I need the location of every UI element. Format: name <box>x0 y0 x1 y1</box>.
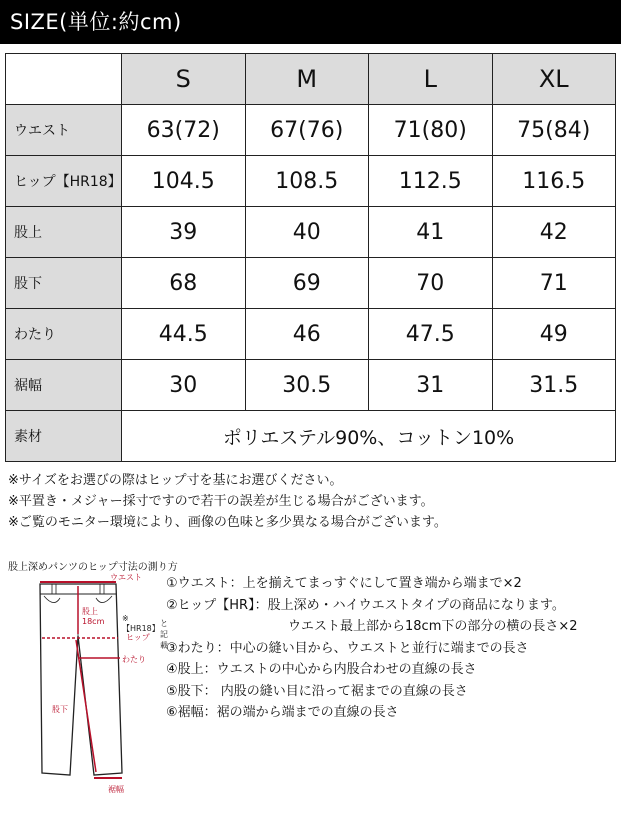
table-cell: 108.5 <box>245 156 369 207</box>
table-cell: 112.5 <box>369 156 493 207</box>
table-cell: 46 <box>245 309 369 360</box>
table-cell: 71(80) <box>369 105 493 156</box>
note-line: ※サイズをお選びの際はヒップ寸を基にお選びください。 <box>8 473 343 488</box>
table-cell: 31.5 <box>492 360 616 411</box>
pants-diagram <box>8 568 168 808</box>
table-row-material <box>6 411 616 462</box>
label-hr-note2: と記載 <box>160 619 168 650</box>
table-cell: 68 <box>122 258 246 309</box>
size-header-row <box>6 54 616 105</box>
size-header-xl: XL <box>492 54 616 105</box>
legend-item: ウエスト最上部から18cm下の部分の横の長さ×2 <box>288 619 578 634</box>
label-thigh: わたり <box>122 655 146 664</box>
table-cell: 63(72) <box>122 105 246 156</box>
table-corner-cell <box>6 54 122 105</box>
size-header-l: L <box>369 54 493 105</box>
table-cell: 42 <box>492 207 616 258</box>
notes <box>8 470 447 533</box>
diagram-title: 股上深めパンツのヒップ寸法の測り方 <box>8 562 178 573</box>
row-label: 裾幅 <box>6 360 122 411</box>
table-row-thigh <box>6 309 616 360</box>
table-cell: 44.5 <box>122 309 246 360</box>
table-cell: 30 <box>122 360 246 411</box>
label-inseam: 股下 <box>52 705 68 714</box>
size-header-s: S <box>122 54 246 105</box>
table-cell: 39 <box>122 207 246 258</box>
row-label: ヒップ【HR18】 <box>6 156 122 207</box>
table-cell: 69 <box>245 258 369 309</box>
legend-item: ④股上：ウエストの中心から内股合わせの直線の長さ <box>166 662 477 677</box>
table-row-hip <box>6 156 616 207</box>
table-cell: 71 <box>492 258 616 309</box>
table-cell: 41 <box>369 207 493 258</box>
note-line: ※平置き・メジャー採寸ですので若干の誤差が生じる場合がございます。 <box>8 494 434 509</box>
row-label: ウエスト <box>6 105 122 156</box>
table-cell: 70 <box>369 258 493 309</box>
legend-item: ⑥裾幅：裾の端から端までの直線の長さ <box>166 705 399 720</box>
table-row-waist <box>6 105 616 156</box>
size-chart-title: SIZE(単位:約cm) <box>0 0 621 44</box>
label-hr-note: ※【HR18】 <box>122 614 160 633</box>
table-cell: 31 <box>369 360 493 411</box>
table-cell: 30.5 <box>245 360 369 411</box>
row-label: わたり <box>6 309 122 360</box>
table-cell: 47.5 <box>369 309 493 360</box>
table-cell: 49 <box>492 309 616 360</box>
table-cell: 116.5 <box>492 156 616 207</box>
table-cell: 67(76) <box>245 105 369 156</box>
pants-outline <box>40 584 122 775</box>
pants-illustration <box>8 568 158 808</box>
note-line: ※ご覧のモニター環境により、画像の色味と多少異なる場合がございます。 <box>8 515 447 530</box>
table-cell: 40 <box>245 207 369 258</box>
row-label: 股上 <box>6 207 122 258</box>
label-rise-cm: 18cm <box>82 617 105 626</box>
table-row-hem <box>6 360 616 411</box>
row-label: 素材 <box>6 411 122 462</box>
row-label: 股下 <box>6 258 122 309</box>
legend-item: ⑤股下： 内股の縫い目に沿って裾までの直線の長さ <box>166 683 468 699</box>
label-waist: ウエスト <box>110 573 142 582</box>
measurement-legend <box>166 573 578 724</box>
table-cell: 75(84) <box>492 105 616 156</box>
label-hem: 裾幅 <box>108 785 124 794</box>
table-cell: 104.5 <box>122 156 246 207</box>
legend-item: ③わたり：中心の縫い目から、ウエストと並行に端までの長さ <box>166 640 529 656</box>
legend-item: ①ウエスト：上を揃えてまっすぐにして置き端から端まで×2 <box>166 576 522 591</box>
table-row-inseam <box>6 258 616 309</box>
material-value: ポリエステル90%、コットン10% <box>122 411 616 462</box>
label-rise: 股上 <box>82 607 98 616</box>
table-row-rise <box>6 207 616 258</box>
legend-item: ②ヒップ【HR】：股上深め・ハイウエストタイプの商品になります。 <box>166 597 565 613</box>
size-header-m: M <box>245 54 369 105</box>
size-table <box>5 53 616 462</box>
label-hip: ヒップ <box>126 633 150 642</box>
